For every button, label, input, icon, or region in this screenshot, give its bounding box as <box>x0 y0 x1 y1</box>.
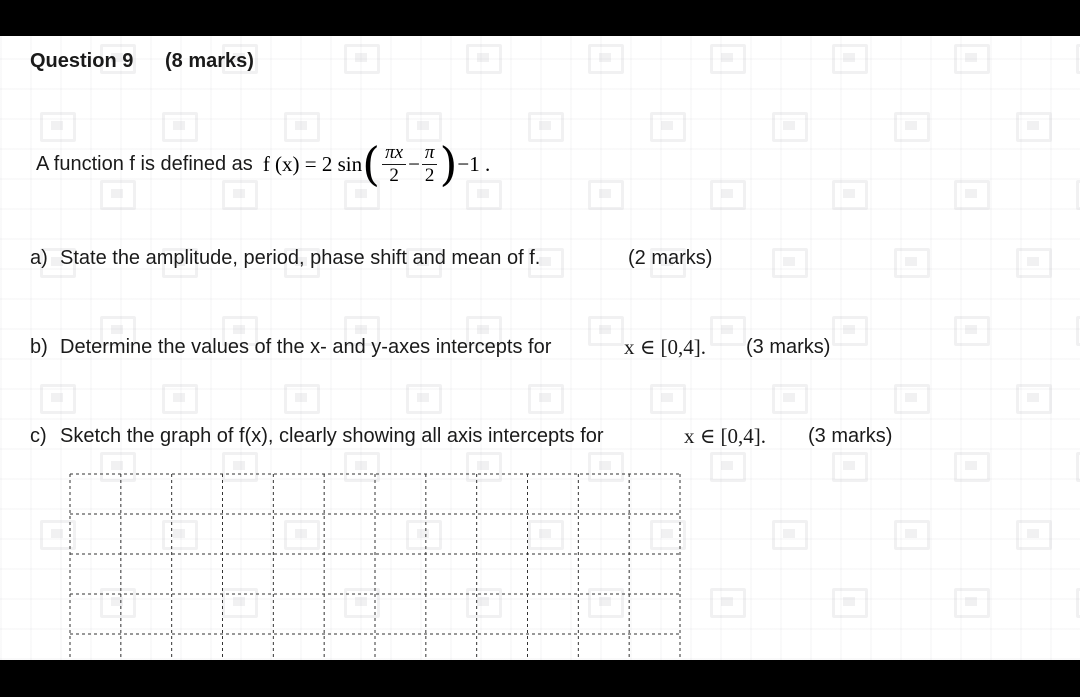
intro-text: A function f is defined as <box>36 152 253 175</box>
fraction-denominator: 2 <box>389 164 399 186</box>
question-number: Question 9 <box>30 50 134 72</box>
watermark-mark <box>1076 588 1080 618</box>
watermark-mark <box>710 452 746 482</box>
watermark-mark <box>832 316 868 346</box>
watermark-mark <box>588 316 624 346</box>
watermark-mark <box>894 520 930 550</box>
watermark-mark <box>162 384 198 414</box>
watermark-mark <box>1076 44 1080 74</box>
part-b-marks: (3 marks) <box>746 336 831 358</box>
watermark-mark <box>1016 248 1052 278</box>
function-definition <box>36 132 490 196</box>
function-tail: −1 . <box>457 151 491 176</box>
watermark-mark <box>954 180 990 210</box>
watermark-mark <box>832 588 868 618</box>
watermark-mark <box>40 384 76 414</box>
fraction-px-over-2 <box>382 142 406 187</box>
sketch-grid[interactable] <box>68 472 684 660</box>
fraction-denominator: 2 <box>424 164 435 186</box>
watermark-mark <box>284 384 320 414</box>
watermark-mark <box>954 452 990 482</box>
part-a-text: State the amplitude, period, phase shift and mean of f. <box>60 247 541 269</box>
watermark-mark <box>1076 452 1080 482</box>
watermark-mark <box>894 112 930 142</box>
watermark-mark <box>466 44 502 74</box>
watermark-mark <box>650 384 686 414</box>
watermark-mark <box>832 44 868 74</box>
watermark-mark <box>772 248 808 278</box>
watermark-mark <box>710 44 746 74</box>
part-a-label: a) <box>30 247 48 269</box>
watermark-mark <box>710 180 746 210</box>
watermark-mark <box>954 588 990 618</box>
watermark-mark <box>588 44 624 74</box>
watermark-mark <box>1076 316 1080 346</box>
fraction-numerator: π <box>422 142 438 165</box>
watermark-mark <box>1016 384 1052 414</box>
part-a-marks: (2 marks) <box>628 247 713 269</box>
watermark-mark <box>710 316 746 346</box>
function-lhs: f (x) = 2 sin <box>262 151 363 176</box>
part-c-label: c) <box>30 425 47 447</box>
watermark-mark <box>1016 520 1052 550</box>
worksheet-page <box>0 36 1080 660</box>
watermark-mark <box>894 384 930 414</box>
watermark-mark <box>710 588 746 618</box>
part-b-text: Determine the values of the x- and y-axes intercepts for <box>60 336 552 358</box>
open-paren: ( <box>362 137 381 191</box>
watermark-mark <box>344 44 380 74</box>
fraction-pi-over-2 <box>422 142 438 187</box>
close-paren: ) <box>439 137 458 191</box>
watermark-mark <box>528 384 564 414</box>
watermark-mark <box>528 112 564 142</box>
part-c-text: Sketch the graph of f(x), clearly showing all axis intercepts for <box>60 425 604 447</box>
watermark-mark <box>954 44 990 74</box>
watermark-mark <box>894 248 930 278</box>
watermark-mark <box>832 452 868 482</box>
minus-sign: − <box>408 151 420 176</box>
fraction-numerator: πx <box>382 142 406 165</box>
watermark-mark <box>772 384 808 414</box>
watermark-mark <box>954 316 990 346</box>
question-marks: (8 marks) <box>165 50 254 72</box>
watermark-mark <box>588 180 624 210</box>
watermark-mark <box>406 384 442 414</box>
watermark-mark <box>1016 112 1052 142</box>
watermark-mark <box>772 520 808 550</box>
watermark-mark <box>772 112 808 142</box>
part-b-domain: x ∈ [0,4]. <box>624 335 707 359</box>
watermark-mark <box>1076 180 1080 210</box>
watermark-mark <box>650 112 686 142</box>
part-b-label: b) <box>30 336 48 358</box>
watermark-mark <box>832 180 868 210</box>
part-c-marks: (3 marks) <box>808 425 893 447</box>
part-c-domain: x ∈ [0,4]. <box>684 424 767 448</box>
